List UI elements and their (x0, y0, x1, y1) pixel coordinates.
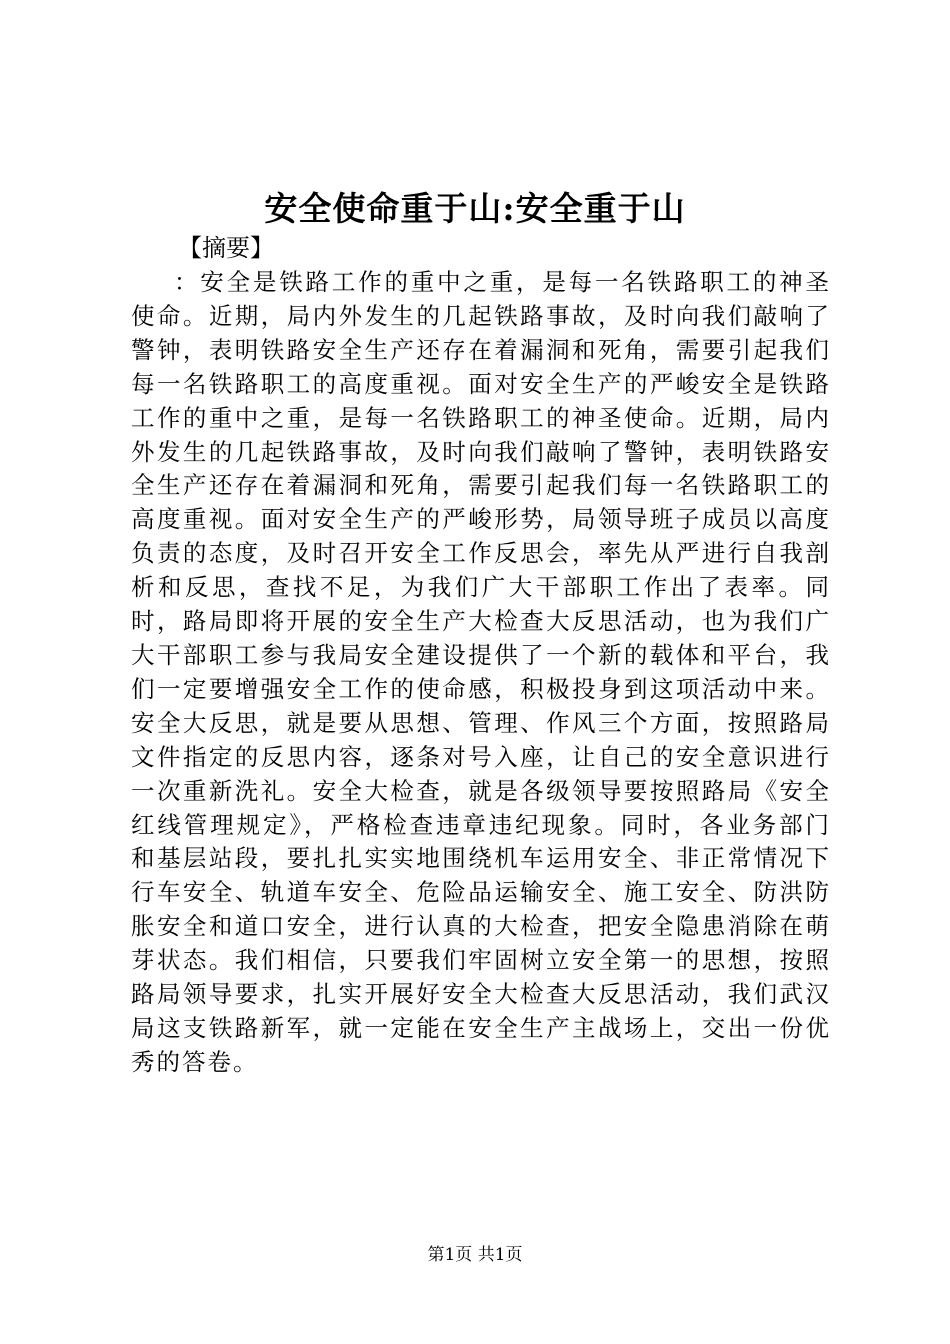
page-title: 安全使命重于山:安全重于山 (264, 189, 686, 228)
abstract-body-text: ：安全是铁路工作的重中之重，是每一名铁路职工的神圣使命。近期，局内外发生的几起铁路事故，及时向我们敲响了警钟，表明铁路安全生产还存在着漏洞和死角，需要引起我们每一名铁路职工的高度重视。面对安全生产的严峻安全是铁路工作的重中之重，是每一名铁路职工的神圣使命。近期，局内外发生的几起铁路事故，及时向我们敲响了警钟，表明铁路安全生产还存在着漏洞和死角，需要引起我们每一名铁路职工的高度重视。面对安全生产的严峻形势，局领导班子成员以高度负责的态度，及时召开安全工作反思会，率先从严进行自我剖析和反思，查找不足，为我们广大干部职工作出了表率。同时，路局即将开展的安全生产大检查大反思活动，也为我们广大干部职工参与我局安全建设提供了一个新的载体和平台，我们一定要增强安全工作的使命感，积极投身到这项活动中来。安全大反思，就是要从思想、管理、作风三个方面，按照路局文件指定的反思内容，逐条对号入座，让自己的安全意识进行一次重新洗礼。安全大检查，就是各级领导要按照路局《安全红线管理规定》，严格检查违章违纪现象。同时，各业务部门和基层站段，要扎扎实实地围绕机车运用安全、非正常情况下行车安全、轨道车安全、危险品运输安全、施工安全、防洪防胀安全和道口安全，进行认真的大检查，把安全隐患消除在萌芽状态。我们相信，只要我们牢固树立安全第一的思想，按照路局领导要求，扎实开展好安全大检查大反思活动，我们武汉局这支铁路新军，就一定能在安全生产主战场上，交出一份优秀的答卷。 (131, 268, 831, 1076)
abstract-label: 【摘要】 (178, 234, 274, 262)
page-number-footer: 第1页 共1页 (427, 1245, 523, 1265)
